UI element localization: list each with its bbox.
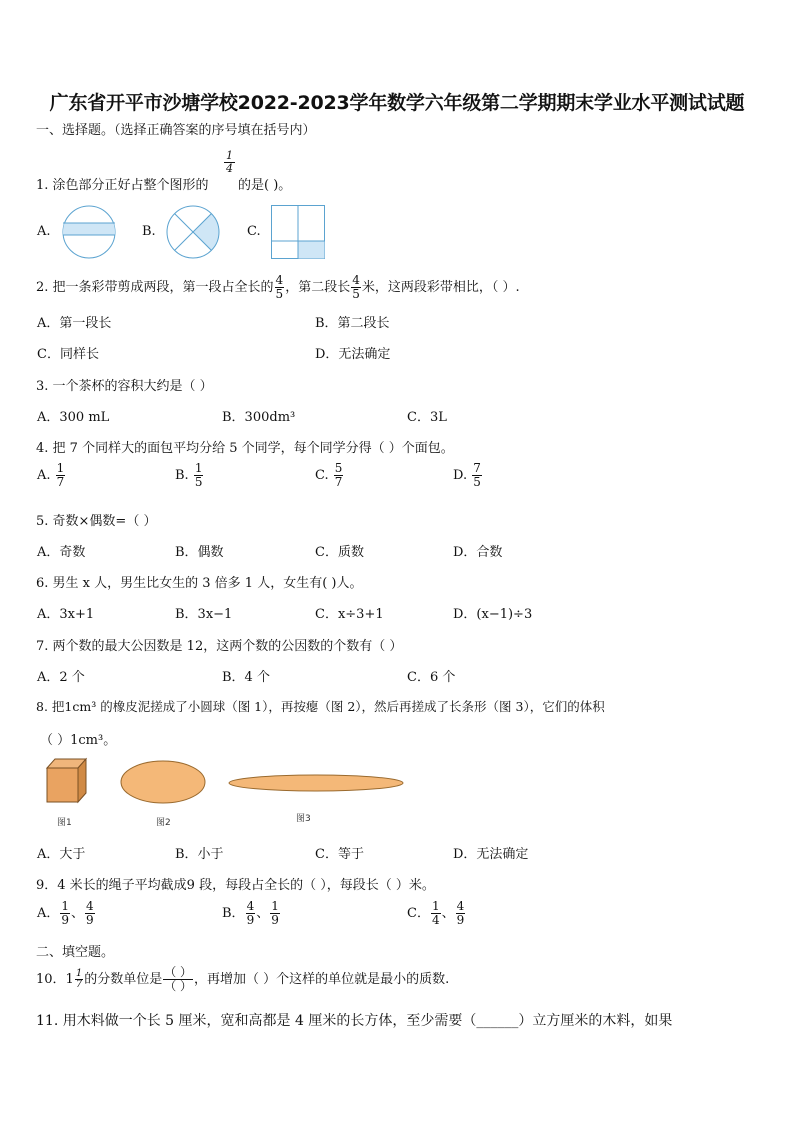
q8-option-d[interactable]: D．无法确定	[453, 847, 529, 862]
question-2-text-c: 米，这两段彩带相比，（ ）.	[361, 280, 520, 295]
fraction-denominator: 4	[431, 913, 440, 927]
question-8: 8. 把1cm³ 的橡皮泥搓成了小圆球（图 1），再按瘪（图 2），然后再搓成了长条形（图 3），它们的体积	[36, 699, 605, 714]
q2-option-a[interactable]: A．第一段长	[37, 316, 112, 331]
q1-option-b-label[interactable]: B.	[142, 224, 156, 239]
flattened-ball-figure	[120, 760, 208, 806]
question-1	[36, 174, 209, 193]
fraction-denominator: 9	[271, 913, 279, 927]
q4-option-c[interactable]	[315, 462, 344, 489]
fraction-five-sevenths	[334, 462, 344, 489]
q6-option-a[interactable]: A．3x+1	[37, 607, 95, 622]
fraction-numerator: 1	[271, 899, 279, 913]
fraction-one-fifth	[194, 462, 204, 489]
question-4: 4. 把 7 个同样大的面包平均分给 5 个同学，每个同学分得（ ）个面包。	[36, 441, 454, 456]
q2-option-b[interactable]: B．第二段长	[315, 316, 390, 331]
mixed-number-fraction	[75, 969, 83, 990]
fraction-one-ninth	[60, 900, 70, 927]
question-3: 3. 一个茶杯的容积大约是（ ）	[36, 379, 213, 394]
fraction-numerator: 7	[473, 461, 481, 475]
fraction-numerator: 1	[194, 461, 203, 475]
question-2-text-a: 2. 把一条彩带剪成两段，第一段占全长的	[36, 280, 274, 295]
fraction-denominator: 7	[56, 475, 65, 489]
fraction-four-fifths-meters	[351, 274, 361, 301]
fraction-seven-fifths	[472, 462, 482, 489]
fraction-four-ninths	[456, 900, 466, 927]
figure-3-caption: 图3	[296, 814, 311, 824]
fraction-numerator: 1	[56, 461, 65, 475]
q8-option-a[interactable]: A．大于	[37, 847, 86, 862]
fraction-denominator: 9	[456, 913, 465, 927]
q5-option-c[interactable]: C．质数	[315, 545, 364, 560]
fraction-four-fifths	[275, 274, 285, 301]
q9-option-b[interactable]	[222, 900, 281, 927]
question-10	[36, 966, 449, 993]
section-heading-choice: 一、选择题。（选择正确答案的序号填在括号内）	[36, 123, 316, 138]
q2-option-d[interactable]: D．无法确定	[315, 347, 391, 362]
answer-fraction-blank[interactable]	[163, 966, 193, 993]
question-1-text: 1. 涂色部分正好占整个图形的	[36, 178, 209, 193]
q1-option-c-label[interactable]: C.	[247, 224, 261, 239]
fraction-denominator: 5	[194, 475, 203, 489]
q4-option-a[interactable]	[37, 462, 66, 489]
question-number: 10．	[36, 972, 66, 987]
q6-option-b[interactable]: B．3x−1	[175, 607, 233, 622]
question-7: 7. 两个数的最大公因数是 12，这两个数的公因数的个数有（ ）	[36, 639, 403, 654]
separator: 、	[441, 906, 455, 921]
question-10-text-b: ，再增加（ ）个这样的单位就是最小的质数.	[194, 972, 450, 987]
q3-option-b[interactable]: B．300dm³	[222, 410, 296, 425]
fraction-denominator: 9	[246, 913, 255, 927]
figure-2-caption: 图2	[156, 818, 171, 828]
q9-option-a[interactable]	[37, 900, 96, 927]
fraction-denominator: 9	[61, 913, 70, 927]
q8-option-c[interactable]: C．等于	[315, 847, 364, 862]
fraction-numerator: 1	[75, 968, 83, 979]
fraction-denominator: 4	[226, 162, 233, 175]
q7-option-a[interactable]: A．2 个	[37, 670, 85, 685]
fraction-numerator: 1	[226, 149, 233, 162]
question-9: 9．4 米长的绳子平均截成9 段，每段占全长的（ ），每段长（ ）米。	[36, 878, 435, 893]
fraction-numerator: 5	[334, 461, 343, 475]
fraction-numerator: 4	[352, 273, 360, 287]
fraction-denominator: 5	[473, 475, 481, 489]
q3-option-a[interactable]: A．300 mL	[37, 410, 110, 425]
blank-numerator[interactable]: （ ）	[164, 965, 193, 979]
q6-option-c[interactable]: C．x÷3+1	[315, 607, 384, 622]
fraction-one-fourth	[431, 900, 441, 927]
fraction-one-seventh	[56, 462, 66, 489]
separator: 、	[256, 906, 270, 921]
fraction-denominator: 5	[275, 287, 284, 301]
fraction-denominator: 5	[352, 287, 360, 301]
fraction-denominator: 9	[86, 913, 94, 927]
option-label: D.	[453, 468, 468, 483]
section-heading-fill-in: 二、填空题。	[36, 945, 115, 960]
q7-option-b[interactable]: B．4 个	[222, 670, 270, 685]
fraction-one-ninth	[270, 900, 280, 927]
mixed-number-whole: 1	[65, 972, 74, 987]
q1-option-a-label[interactable]: A.	[37, 224, 51, 239]
option-label: C.	[315, 468, 329, 483]
option-label: A．	[37, 906, 60, 921]
option-label: C．	[407, 906, 430, 921]
fraction-denominator: 7	[75, 979, 83, 990]
q5-option-a[interactable]: A．奇数	[37, 545, 86, 560]
fraction-numerator: 4	[456, 899, 465, 913]
fraction-numerator: 1	[431, 899, 440, 913]
separator: 、	[71, 906, 85, 921]
fraction-denominator: 7	[334, 475, 343, 489]
q1-option-a-circle-figure[interactable]	[62, 205, 118, 261]
option-label: B.	[175, 468, 189, 483]
q8-option-b[interactable]: B．小于	[175, 847, 224, 862]
question-1-fraction	[224, 150, 235, 175]
figure-1-caption: 图1	[57, 818, 72, 828]
fraction-numerator: 4	[86, 899, 94, 913]
page-title: 广东省开平市沙塘学校2022-2023学年数学六年级第二学期期末学业水平测试试题	[49, 92, 745, 114]
question-10-text-a: 的分数单位是	[84, 972, 163, 987]
question-6: 6. 男生 x 人，男生比女生的 3 倍多 1 人，女生有( )人。	[36, 576, 363, 591]
fraction-numerator: 4	[246, 899, 255, 913]
q4-option-b[interactable]	[175, 462, 204, 489]
q6-option-d[interactable]: D．(x−1)÷3	[453, 607, 533, 622]
long-strip-figure	[228, 774, 406, 794]
fraction-numerator: 4	[275, 273, 284, 287]
fraction-four-ninths	[246, 900, 256, 927]
q5-option-d[interactable]: D．合数	[453, 545, 503, 560]
q4-option-d[interactable]	[453, 462, 483, 489]
question-5: 5. 奇数×偶数=（ ）	[36, 514, 157, 529]
q9-option-c[interactable]	[407, 900, 466, 927]
q2-option-c[interactable]: C．同样长	[37, 347, 99, 362]
option-label: A.	[37, 468, 51, 483]
cube-figure	[44, 757, 88, 805]
q5-option-b[interactable]: B．偶数	[175, 545, 224, 560]
fraction-numerator: 1	[61, 899, 70, 913]
blank-denominator[interactable]: （ ）	[164, 979, 193, 993]
q7-option-c[interactable]: C．6 个	[407, 670, 456, 685]
option-label: B．	[222, 906, 245, 921]
question-11: 11. 用木料做一个长 5 厘米，宽和高都是 4 厘米的长方体，至少需要（______）立方厘米的木料，如果	[36, 1013, 673, 1029]
q3-option-c[interactable]: C．3L	[407, 410, 447, 425]
question-2	[36, 274, 520, 301]
question-8-blank: （ ）1cm³。	[40, 733, 117, 748]
q1-option-c-square-figure[interactable]	[271, 205, 326, 260]
question-1-tail: 的是( )。	[238, 178, 292, 193]
q1-option-b-circle-figure[interactable]	[166, 205, 222, 261]
question-2-text-b: ，第二段长	[285, 280, 351, 295]
fraction-four-ninths	[85, 900, 95, 927]
